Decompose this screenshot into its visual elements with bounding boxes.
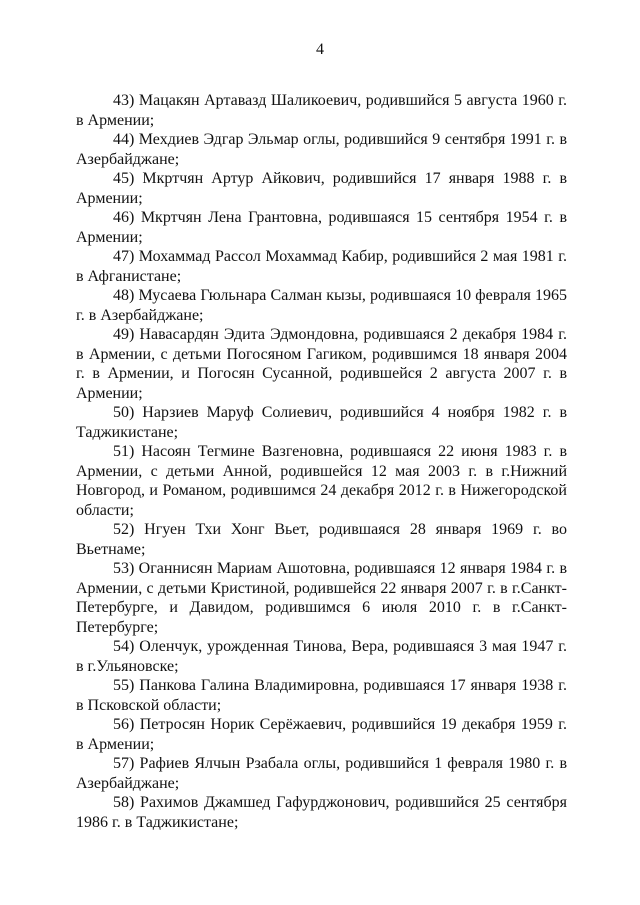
list-item-58: 58) Рахимов Джамшед Гафурджонович, родившийся 25 сентября 1986 г. в Таджикистане;	[76, 794, 567, 831]
list-item-46: 46) Мкртчян Лена Грантовна, родившаяся 15 сентября 1954 г. в Армении;	[76, 209, 567, 246]
list-item-49: 49) Навасардян Эдита Эдмондовна, родившаяся 2 декабря 1984 г. в Армении, с детьми Погосяном Гагиком, родившимся 18 января 2004 г. в Армении, и Погосян Сусанной, родившейся 2 августа 2007 г. в Армении;	[76, 326, 567, 402]
list-item-45: 45) Мкртчян Артур Айкович, родившийся 17 января 1988 г. в Армении;	[76, 170, 567, 207]
list-item-56: 56) Петросян Норик Серёжаевич, родившийся 19 декабря 1959 г. в Армении;	[76, 716, 567, 753]
list-item-55: 55) Панкова Галина Владимировна, родившаяся 17 января 1938 г. в Псковской области;	[76, 677, 567, 714]
list-item-47: 47) Мохаммад Рассол Мохаммад Кабир, родившийся 2 мая 1981 г. в Афганистане;	[76, 248, 567, 285]
list-item-54: 54) Оленчук, урожденная Тинова, Вера, родившаяся 3 мая 1947 г. в г.Ульяновске;	[76, 638, 567, 675]
list-item-48: 48) Мусаева Гюльнара Салман кызы, родившаяся 10 февраля 1965 г. в Азербайджане;	[76, 287, 567, 324]
list-item-43: 43) Мацакян Артавазд Шаликоевич, родившийся 5 августа 1960 г. в Армении;	[76, 92, 567, 129]
list-item-53: 53) Оганнисян Мариам Ашотовна, родившаяся 12 января 1984 г. в Армении, с детьми Кристиной, родившейся 22 января 2007 г. в г.Санкт-Петербурге, и Давидом, родившимся 6 июля 2010 г. в г.Санкт-Петербурге;	[76, 560, 567, 636]
list-item-57: 57) Рафиев Ялчын Рзабала оглы, родившийся 1 февраля 1980 г. в Азербайджане;	[76, 755, 567, 792]
list-item-44: 44) Мехдиев Эдгар Эльмар оглы, родившийся 9 сентября 1991 г. в Азербайджане;	[76, 131, 567, 168]
list-item-51: 51) Насоян Тегмине Вазгеновна, родившаяся 22 июня 1983 г. в Армении, с детьми Анной, родившейся 12 мая 2003 г. в г.Нижний Новгород, и Романом, родившимся 24 декабря 2012 г. в Нижегородской области;	[76, 443, 567, 519]
page-number: 4	[316, 41, 324, 58]
list-item-50: 50) Нарзиев Маруф Солиевич, родившийся 4 ноября 1982 г. в Таджикистане;	[76, 404, 567, 441]
list-item-52: 52) Нгуен Тхи Хонг Вьет, родившаяся 28 января 1969 г. во Вьетнаме;	[76, 521, 567, 558]
naturalization-list	[76, 91, 567, 832]
